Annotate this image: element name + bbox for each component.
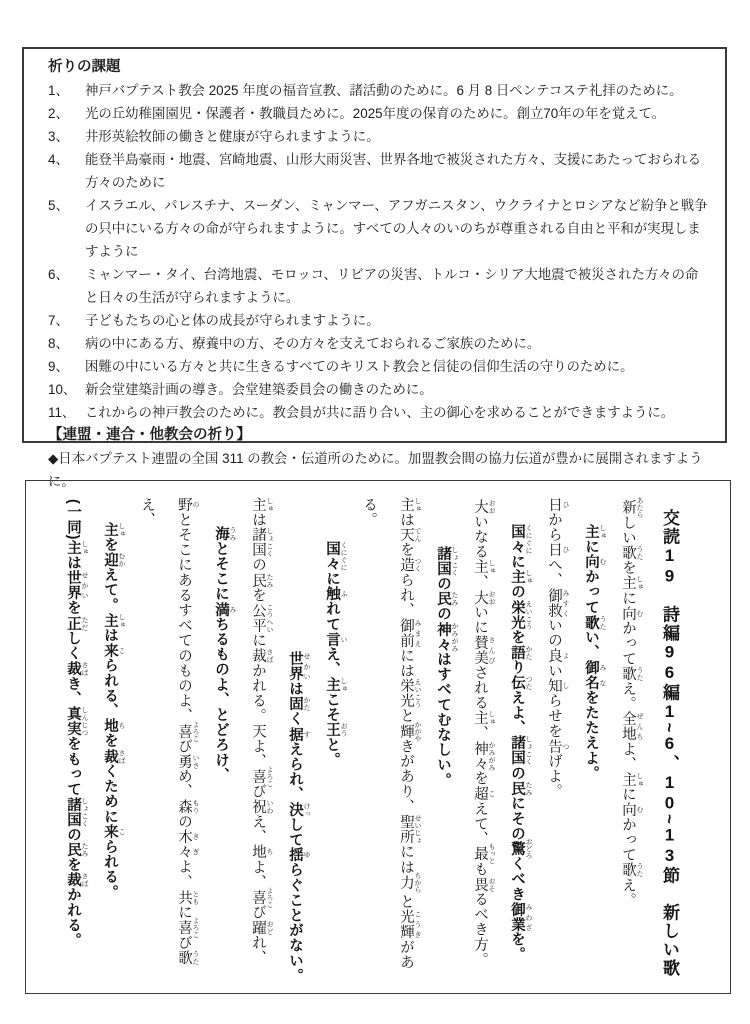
prayer-subheading: 【連盟・連合・他教会の祈り】 [48,427,251,443]
ruby-annotated-word: 据 す [287,726,310,742]
prayer-item-number: 9、 [48,359,69,374]
ruby-annotated-word: 諸国 しょこく [65,796,88,828]
ruby-annotated-word: 向 む [620,605,643,621]
prayer-item-text: 子どもたちの心と体の成長が守られますように。 [85,313,380,328]
ruby-annotated-word: 民 たみ [250,572,273,588]
prayer-item-number: 3、 [48,129,69,144]
ruby-annotated-word: 諸国 しょこく [509,735,532,766]
ruby-annotated-word: 栄光 えいこう [509,599,532,630]
ruby-annotated-word: 驚 おどろ [509,838,532,860]
prayer-item-text: 井形英絵牧師の働きと健康が守られますように。 [85,129,380,144]
ruby-annotated-word: 主 しゅ [102,612,125,628]
prayer-item-text: イスラエル、パレスチナ、スーダン、ミャンマー、アフガニスタン、ウクライナとロシアなど紛争と戦争の只中にいる方々の命が守られますように。すべての人々のいのちが尊重される自由と平和が実現しますように [85,198,708,259]
ruby-annotated-word: 野 の [176,497,199,513]
ruby-annotated-word: 主 しゅ [472,710,495,726]
prayer-list [48,79,709,424]
ruby-annotated-word: 向 む [620,802,643,818]
reading-line: 世界 せかいは固 かたく据 すえられ、決 けっして揺 ゆらぐことがない。 [287,651,310,984]
ruby-annotated-word: 裁 さば [65,872,88,888]
prayer-item-number: 2、 [48,106,69,121]
ruby-annotated-word: 神々 かみがみ [472,740,495,771]
ruby-annotated-word: 全地 ぜんち [620,711,643,742]
prayer-item-number: 8、 [48,336,69,351]
ruby-annotated-word: 来 こ [102,824,125,840]
ruby-annotated-word: 聖所 せいじょ [398,814,421,845]
ruby-annotated-word: 裁 さば [65,660,88,677]
prayer-item [48,125,709,148]
responsive-reading-text [46,491,692,987]
prayer-item-number: 10、 [48,382,77,397]
reading-line: 新 あたらしい歌 うたを主 しゅに向 むかって歌 うたえ。全地 ぜんちよ、主 しゅに向 むかって歌 うたえ。 [620,497,643,908]
reading-line: 主 しゅは諸国 しょこくの民 たみを公平 こうへいに裁 さばかれる。天よ、喜 よろこび祝 いわえ、地 ちよ、喜 よろこび躍 おどれ、 [250,497,273,966]
prayer-section [22,47,727,489]
ruby-annotated-word: 喜 よろこ [250,765,273,787]
ruby-annotated-word: 民 たみ [435,591,458,607]
federation-note: ◆日本バプテスト連盟の全国 311 の教会・伝道所のために。加盟教会間の協力伝道が豊かに展開されますように。 [48,451,703,489]
ruby-annotated-word: 諸国 しょこく [435,546,458,577]
ruby-annotated-word: 歌 うた [620,666,643,682]
prayer-item-number: 1、 [48,83,69,98]
ruby-annotated-word: 主 しゅ [583,524,606,540]
ruby-annotated-word: 祝 いわ [250,799,273,815]
prayer-item-text: 能登半島豪雨・地震、宮崎地震、山形大雨災害、世界各地で被災された方々、支援にあたっておられる方々のために [85,152,701,190]
prayer-item [48,102,709,125]
ruby-annotated-word: 知 し [546,678,569,694]
ruby-annotated-word: 世界 せかい [287,651,310,682]
ruby-annotated-word: 真実 しんじつ [65,706,88,737]
reading-line: 野 のとそこにあるすべてのものよ、喜 よろこび勇 いさめ、森 もりの木々 きぎよ、共 ともに喜 よろこび歌 うたえ、 [139,497,199,966]
ruby-annotated-word: 主 しゅ [324,676,347,693]
ruby-annotated-word: 主 しゅ [398,497,421,513]
ruby-annotated-word: 新 あたら [620,497,643,518]
prayer-item [48,378,709,401]
ruby-annotated-word: 歌 うた [620,862,643,878]
prayer-item [48,332,709,355]
ruby-annotated-word: 裁 さば [102,748,125,764]
ruby-annotated-word: 超 こ [472,786,495,802]
ruby-annotated-word: 躍 おど [250,919,273,936]
ruby-annotated-word: 森 もり [176,799,199,815]
ruby-annotated-word: 木々 きぎ [176,829,199,860]
ruby-annotated-word: 諸国 しょこく [250,527,273,558]
ruby-annotated-word: 主 しゅ [509,569,532,585]
ruby-annotated-word: 共 とも [176,889,199,905]
ruby-annotated-word: 告 つ [546,738,569,754]
reading-line: 国々 くにぐにに触 ふれて言 いえ、主 しゅこそ王 おうと。 [324,541,347,768]
ruby-annotated-word: 公平 こうへい [250,602,273,633]
reading-title: 交読19 詩編96編1~6、10~13節 新しい歌 [660,509,679,978]
ruby-annotated-word: 大 おお [472,589,495,605]
ruby-annotated-word: 向 む [583,554,606,570]
prayer-item [48,263,709,309]
ruby-annotated-word: 御救 みすく [546,587,569,618]
responsive-reading-section [25,480,731,994]
ruby-annotated-word: 歌 うた [583,614,606,630]
ruby-annotated-word: 御前 みまえ [398,617,421,649]
ruby-annotated-word: 世界 せかい [65,570,88,601]
ruby-annotated-word: 歌 うた [176,950,199,966]
reading-line: (一同)主 しゅは世界 せかいを正 ただしく裁 さばき、真実 しんじつをもって諸国 しょこくの民 たみを裁 さばかれる。 [65,499,88,948]
prayer-item [48,355,709,378]
ruby-annotated-word: 御業 みわざ [509,901,532,932]
ruby-annotated-word: 畏 おそ [472,876,495,892]
ruby-annotated-word: 良 よ [546,648,569,664]
ruby-annotated-word: 海 うみ [213,526,236,542]
prayer-item-text: 光の丘幼稚園園児・保護者・教職員ために。2025年度の保育のために。創立70年の年を覚えて。 [85,106,666,121]
reading-line: 主 しゅに向 むかって歌 うたい、御名 みなをたたえよ。 [583,524,606,781]
ruby-annotated-word: 裁 さば [250,648,273,664]
ruby-annotated-word: 主 しゅ [620,575,643,591]
prayer-item-number: 5、 [48,198,69,213]
ruby-annotated-word: 王 おう [324,722,347,738]
ruby-annotated-word: 語 かた [509,644,532,660]
ruby-annotated-word: 主 しゅ [472,559,495,575]
ruby-annotated-word: 天 てん [398,527,421,543]
ruby-annotated-word: 勇 いさ [176,753,199,769]
prayer-title: 祈りの課題 [48,59,121,75]
ruby-annotated-word: 正 ただ [65,615,88,631]
ruby-annotated-word: 光輝 こうき [398,909,421,940]
ruby-annotated-word: 力 ちから [398,871,421,893]
ruby-annotated-word: 喜 よろこ [176,720,199,742]
prayer-item-text: 新会堂建築計画の導き。会堂建築委員会の働きのために。 [85,382,433,397]
ruby-annotated-word: 最 もっと [472,843,495,865]
ruby-annotated-word: 喜 よろこ [250,886,273,908]
prayer-item-number: 4、 [48,152,69,167]
reading-line: 主 しゅは天 てんを造 つくられ、御前 みまえには栄光 えいこうと輝 かがやきがあり、聖所 せいじょには力 ちから と光輝 こうきがある。 [361,497,421,970]
prayer-item [48,194,709,263]
ruby-annotated-word: 民 たみ [509,780,532,796]
prayer-item-text: ミャンマー・タイ、台湾地震、モロッコ、リビアの災害、トルコ・シリア大地震で被災された方々の命と日々の生活が守られますように。 [85,267,699,305]
ruby-annotated-word: 地 ち [102,718,125,734]
ruby-annotated-word: 決 けっ [287,802,310,818]
prayer-item-number: 7、 [48,313,69,328]
prayer-item [48,309,709,332]
ruby-annotated-word: 地 ち [250,844,273,860]
ruby-annotated-word: 賛美 さんび [472,634,495,666]
ruby-annotated-word: 伝 つた [509,675,532,691]
ruby-annotated-word: 日 ひ [546,497,569,513]
ruby-annotated-word: 輝 かがや [398,720,421,742]
prayer-item-text: 神戸バプテスト教会 2025 年度の福音宣教、諸活動のために。6 月 8 日ペンテコステ礼拝のために。 [85,83,683,98]
ruby-annotated-word: 国々 くにぐに [324,541,347,572]
ruby-annotated-word: 揺 ゆ [287,847,310,863]
ruby-annotated-word: 神々 かみがみ [435,621,458,652]
ruby-annotated-word: 来 こ [102,642,125,658]
ruby-annotated-word: 満 み [213,601,236,617]
reading-line: 日 ひから日 ひへ、御救 みすくいの良 よい知 しらせを告 つげよ。 [546,497,569,800]
reading-line: 海 うみとそこに満 みちるものよ、とどろけ、 [213,526,236,783]
ruby-annotated-word: 民 たみ [65,842,88,858]
ruby-annotated-word: 造 つく [398,557,421,573]
prayer-item-number: 11、 [48,405,76,420]
prayer-item-number: 6、 [48,267,69,282]
ruby-annotated-word: 言 い [324,631,347,647]
ruby-annotated-word: 大 おお [472,499,495,515]
reading-line: 諸国 しょこくの民 たみの神々 かみがみはすべてむなしい。 [435,546,458,788]
prayer-item-text: これからの神戸教会のために。教会員が共に語り合い、主の御心を求めることができますように。 [85,405,675,420]
ruby-annotated-word: 歌 うた [620,545,643,561]
ruby-annotated-word: 触 ふ [324,586,347,602]
reading-line: 大 おおいなる主 しゅ、大 おおいに賛美 さんびされる主 しゅ、神々 かみがみを超 こえて、最 もっとも畏 おそるべき方。 [472,499,495,968]
ruby-annotated-word: 主 しゅ [65,540,88,556]
ruby-annotated-word: 主 しゅ [620,771,643,787]
ruby-annotated-word: 御名 みな [583,659,606,691]
ruby-annotated-word: 主 しゅ [250,497,273,513]
prayer-item [48,79,709,102]
reading-line: 国々 くにぐにに主 しゅの栄光 えいこうを語 かたり伝 つたえよ、諸国 しょこくの民 たみにその驚 おどろくべき御業 みわざを。 [509,524,532,963]
prayer-item [48,148,709,194]
prayer-item-text: 病の中にある方、療養中の方、その方々を支えておられるご家族のために。 [85,336,541,351]
ruby-annotated-word: 迎 むか [102,552,125,568]
ruby-annotated-word: 主 しゅ [102,522,125,538]
ruby-annotated-word: 栄光 えいこう [398,678,421,709]
ruby-annotated-word: 喜 よろこ [176,916,199,938]
ruby-annotated-word: 固 かた [287,696,310,712]
prayer-item [48,401,709,424]
reading-line: 主 しゅを迎 むかえて。主 しゅは来 こられる、地 ちを裁 さばくために来 こられる。 [102,522,125,900]
prayer-item-text: 困難の中にいる方々と共に生きるすべてのキリスト教会と信徒の信仰生活の守りのために。 [85,359,634,374]
ruby-annotated-word: 日 ひ [546,542,569,558]
ruby-annotated-word: 国々 くにぐに [509,524,532,555]
